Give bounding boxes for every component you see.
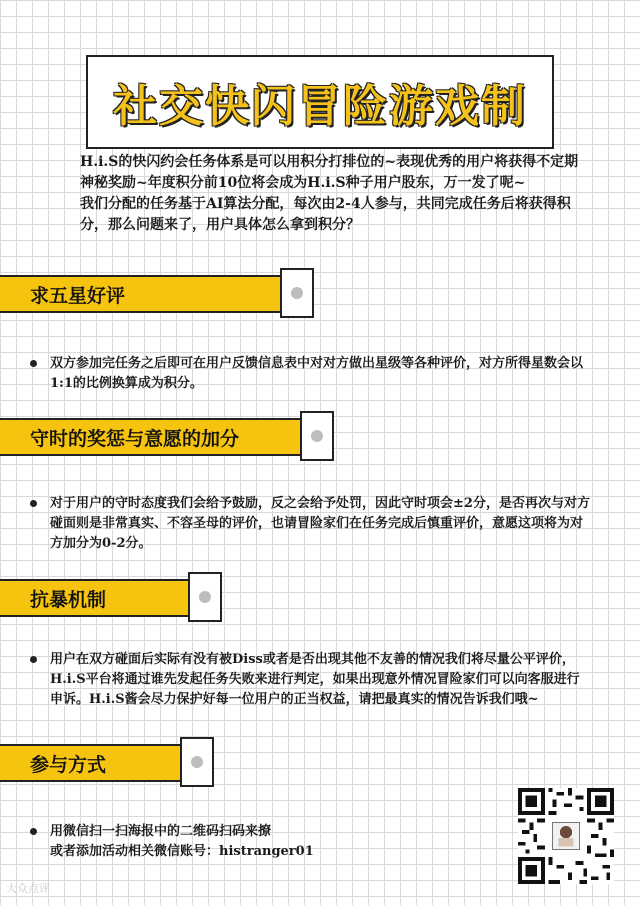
bullet-icon [30,656,37,663]
section-heading-rating: 求五星好评 [30,285,126,307]
section-banner-rating [0,275,294,313]
intro-text [80,152,580,236]
card-dot-icon [291,287,303,299]
section-card-punctuality [300,411,334,461]
section-text-rating: 双方参加完任务之后即可在用户反馈信息表中对对方做出星级等各种评价，对方所得星数会以1:1的比例换算成为积分。 [50,356,584,391]
section-text-punctuality: 对于用户的守时态度我们会给予鼓励，反之会给予处罚，因此守时项会±2分，是否再次与对方碰面则是非常真实、不容圣母的评价，也请冒险家们在任务完成后慎重评价，意愿这项将为对方加分为0-2分。 [50,496,590,551]
participation-line-1: 用微信扫一扫海报中的二维码扫码来撩 [50,824,272,839]
section-heading-punctuality: 守时的奖惩与意愿的加分 [30,428,240,450]
section-banner-punctuality [0,418,312,456]
card-dot-icon [199,591,211,603]
card-dot-icon [191,756,203,768]
section-body-anti-violence [30,650,590,710]
section-banner-participation [0,744,194,782]
card-dot-icon [311,430,323,442]
section-card-anti-violence [188,572,222,622]
title-box [86,55,554,149]
page-title: 社交快闪冒险游戏制 [113,81,527,132]
intro-paragraph-1: H.i.S的快闪约会任务体系是可以用积分打排位的~表现优秀的用户将获得不定期神秘奖励~年度积分前10位将会成为H.i.S种子用户股东，万一发了呢~ [80,154,579,191]
bullet-icon [30,500,37,507]
bullet-icon [30,828,37,835]
intro-paragraph-2: 我们分配的任务基于AI算法分配，每次由2-4人参与，共同完成任务后将获得积分，那么问题来了，用户具体怎么拿到积分？ [80,196,571,233]
section-card-participation [180,737,214,787]
section-text-anti-violence: 用户在双方碰面后实际有没有被Diss或者是否出现其他不友善的情况我们将尽量公平评价，H.i.S平台将通过谁先发起任务失败来进行判定，如果出现意外情况冒险家们可以向客服进行申诉。H.i.S酱会尽力保护好每一位用户的正当权益，请把最真实的情况告诉我们哦~ [50,652,580,707]
section-body-punctuality [30,494,590,554]
section-text-participation [30,822,500,862]
participation-line-2: 或者添加活动相关微信账号：histranger01 [50,844,314,859]
section-card-rating [280,268,314,318]
bullet-icon [30,360,37,367]
section-body-rating [30,354,590,394]
section-heading-participation: 参与方式 [30,754,107,776]
section-heading-anti-violence: 抗暴机制 [30,589,107,611]
watermark: 大众点评 [6,882,50,895]
section-banner-anti-violence [0,579,198,617]
section-body-participation [30,822,500,862]
qr-code-icon [518,788,614,884]
